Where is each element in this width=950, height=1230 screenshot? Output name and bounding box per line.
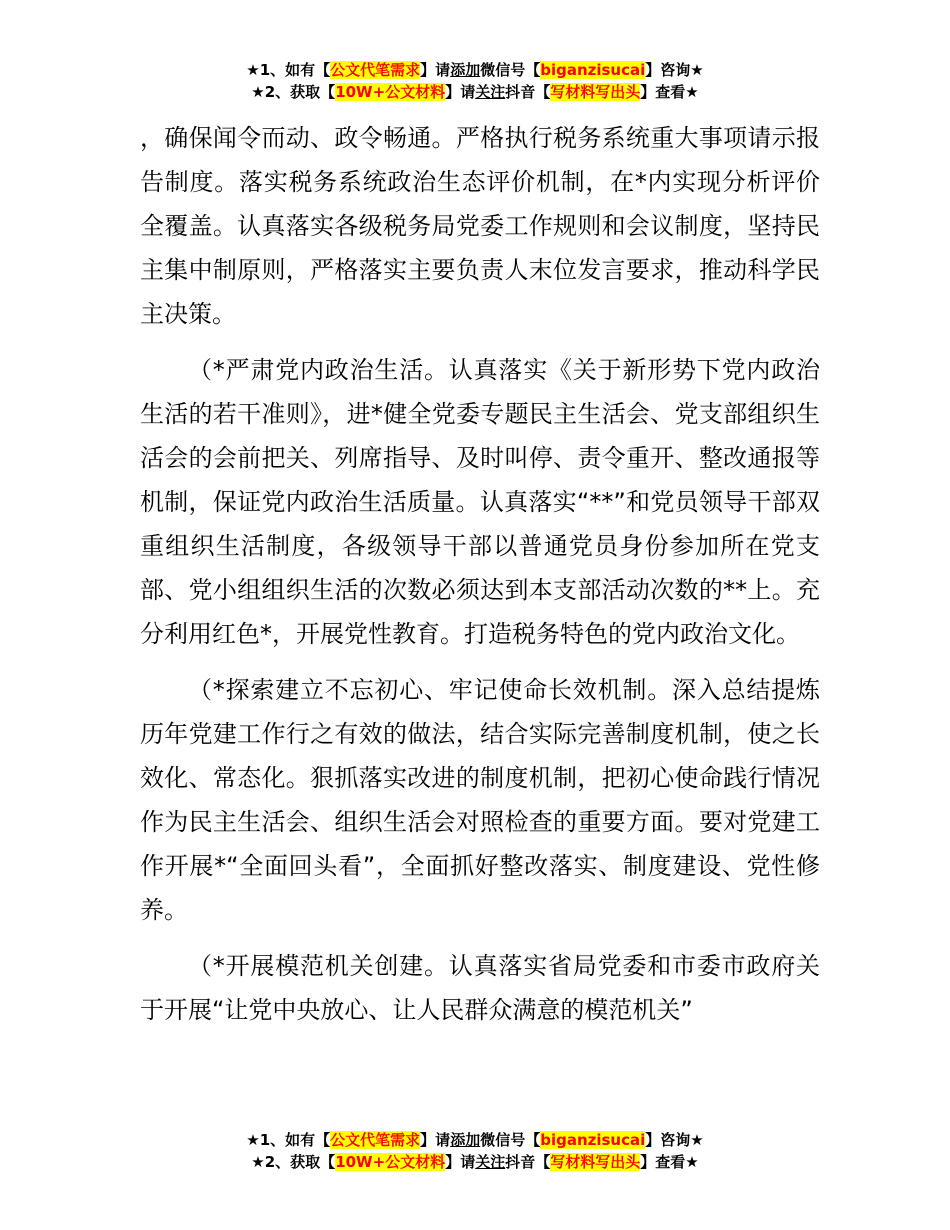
banner-text: 微信号【	[480, 1131, 541, 1149]
paragraph: （*开展模范机关创建。认真落实省局党委和市委市政府关于开展“让党中央放心、让人民群众满意的模范机关”	[140, 952, 820, 1024]
underlined-text: 添加	[450, 1131, 481, 1149]
banner-text: 】请	[420, 1131, 451, 1149]
highlight-text: 公文代笔需求	[330, 1131, 421, 1149]
highlight-text: 写材料写出头	[550, 1153, 641, 1171]
highlight-text: 10W+公文材料	[335, 83, 446, 101]
banner-text: 】咨询★	[645, 1131, 704, 1149]
banner-text: 抖音【	[505, 1153, 551, 1171]
underlined-text: 添加	[450, 61, 481, 79]
underlined-text: 关注	[475, 83, 506, 101]
banner-text: ★2、获取【	[251, 83, 336, 101]
underlined-text: 关注	[475, 1153, 506, 1171]
banner-text: 微信号【	[480, 61, 541, 79]
banner-line-1	[0, 59, 950, 81]
highlight-text: 写材料写出头	[550, 83, 641, 101]
banner-line-1	[0, 1129, 950, 1151]
banner-line-2	[0, 81, 950, 103]
document-body	[140, 116, 820, 1044]
highlight-text: biganzisucai	[540, 1131, 646, 1149]
paragraph: （*严肃党内政治生活。认真落实《关于新形势下党内政治生活的若干准则》，进*健全党委专题民主生活会、党支部组织生活会的会前把关、列席指导、及时叫停、责令重开、整改通报等机制，保证党内政治生活质量。认真落实“**”和党员领导干部双重组织生活制度，各级领导干部以普通党员身份参加所在党支部、党小组组织生活的次数必须达到本支部活动次数的**上。充分利用红色*，开展党性教育。打造税务特色的党内政治文化。	[140, 356, 820, 648]
banner-text: ★1、如有【	[246, 61, 331, 79]
banner-text: 】查看★	[640, 1153, 699, 1171]
footer-banner	[0, 1129, 950, 1173]
banner-text: 】请	[420, 61, 451, 79]
banner-line-2	[0, 1151, 950, 1173]
paragraph: （*探索建立不忘初心、牢记使命长效机制。深入总结提炼历年党建工作行之有效的做法，结合实际完善制度机制，使之长效化、常态化。狠抓落实改进的制度机制，把初心使命践行情况作为民主生活会、组织生活会对照检查的重要方面。要对党建工作开展*“全面回头看”，全面抓好整改落实、制度建设、党性修养。	[140, 676, 820, 924]
highlight-text: 公文代笔需求	[330, 61, 421, 79]
banner-text: 抖音【	[505, 83, 551, 101]
banner-text: 】请	[445, 1153, 476, 1171]
paragraph: ，确保闻令而动、政令畅通。严格执行税务系统重大事项请示报告制度。落实税务系统政治生态评价机制，在*内实现分析评价全覆盖。认真落实各级税务局党委工作规则和会议制度，坚持民主集中制原则，严格落实主要负责人末位发言要求，推动科学民主决策。	[140, 124, 820, 328]
banner-text: 】查看★	[640, 83, 699, 101]
banner-text: 】请	[445, 83, 476, 101]
highlight-text: biganzisucai	[540, 61, 646, 79]
highlight-text: 10W+公文材料	[335, 1153, 446, 1171]
banner-text: 】咨询★	[645, 61, 704, 79]
banner-text: ★1、如有【	[246, 1131, 331, 1149]
banner-text: ★2、获取【	[251, 1153, 336, 1171]
header-banner	[0, 59, 950, 103]
